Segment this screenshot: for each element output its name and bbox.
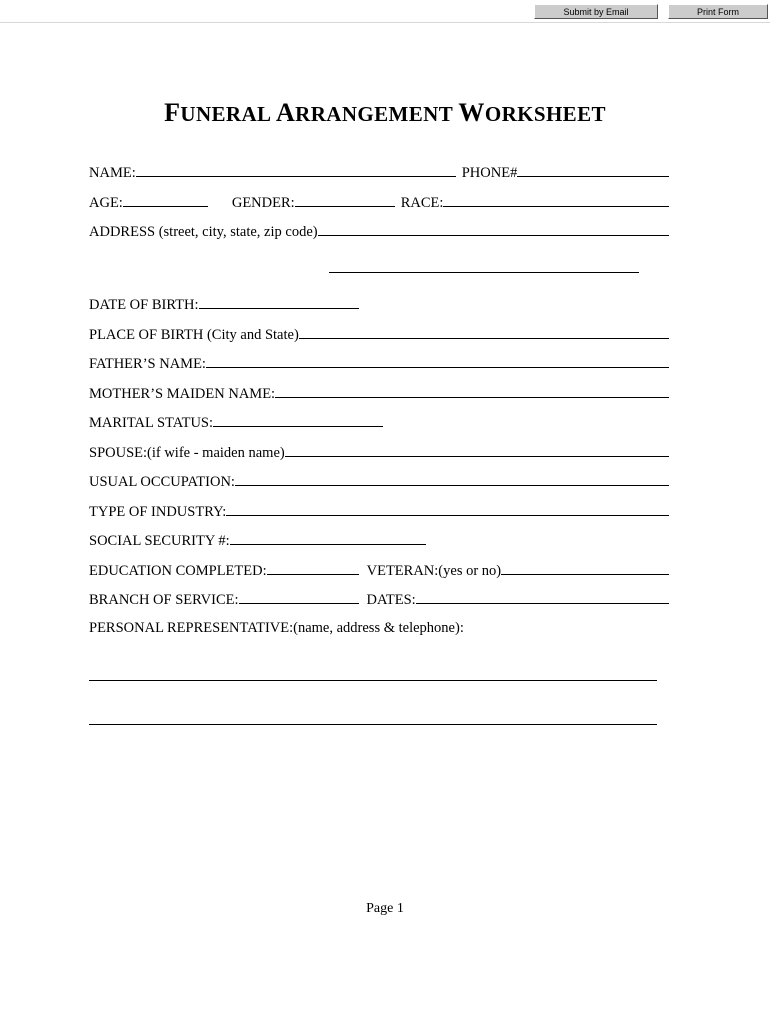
address-input[interactable]	[318, 222, 669, 236]
usual-occupation-label: USUAL OCCUPATION:	[89, 474, 235, 490]
document-page	[0, 22, 770, 1003]
name-label: NAME:	[89, 165, 136, 181]
usual-occupation-input[interactable]	[235, 472, 669, 486]
title-part-1: F	[164, 98, 181, 127]
branch-of-service-label: BRANCH OF SERVICE:	[89, 592, 239, 608]
phone-input[interactable]	[517, 163, 669, 177]
address-label: ADDRESS (street, city, state, zip code)	[89, 224, 318, 240]
education-completed-label: EDUCATION COMPLETED:	[89, 562, 267, 579]
spouse-input[interactable]	[285, 443, 669, 457]
form-body	[89, 163, 669, 725]
dates-input[interactable]	[416, 590, 669, 604]
field-row-mothers-maiden-name	[89, 384, 669, 403]
field-row-education-veteran	[89, 561, 669, 580]
type-of-industry-input[interactable]	[226, 502, 669, 516]
veteran-input[interactable]	[501, 561, 669, 575]
field-row-personal-representative	[89, 620, 669, 637]
personal-representative-label: PERSONAL REPRESENTATIVE:(name, address & telephone):	[89, 619, 464, 636]
field-row-fathers-name	[89, 354, 669, 373]
age-input[interactable]	[123, 193, 208, 207]
personal-representative-input-line2[interactable]	[89, 711, 657, 725]
title-part-3: A	[275, 98, 296, 127]
branch-of-service-input[interactable]	[239, 590, 359, 604]
field-row-usual-occupation	[89, 472, 669, 491]
type-of-industry-label: TYPE OF INDUSTRY:	[89, 503, 227, 520]
marital-status-label: MARITAL STATUS:	[89, 415, 214, 431]
field-row-place-of-birth	[89, 325, 669, 344]
field-row-type-of-industry	[89, 502, 669, 521]
mothers-maiden-name-input[interactable]	[275, 384, 669, 398]
field-row-age-gender-race	[89, 193, 669, 212]
title-part-5: W	[458, 98, 485, 127]
page-number: Page 1	[366, 901, 404, 916]
field-row-address	[89, 222, 669, 241]
submit-by-email-button[interactable]: Submit by Email	[534, 4, 658, 19]
gender-input[interactable]	[295, 193, 395, 207]
race-label: RACE:	[400, 194, 444, 211]
print-form-button[interactable]: Print Form	[668, 4, 768, 19]
phone-label: PHONE#	[461, 165, 518, 181]
social-security-input[interactable]	[230, 531, 426, 545]
title-part-2: UNERAL	[180, 102, 276, 126]
spouse-label: SPOUSE:(if wife - maiden name)	[89, 444, 285, 461]
personal-representative-input-line1[interactable]	[89, 667, 657, 681]
social-security-label: SOCIAL SECURITY #:	[89, 533, 230, 549]
field-row-social-security	[89, 531, 669, 550]
field-row-marital-status	[89, 413, 669, 432]
field-row-spouse	[89, 443, 669, 462]
name-input[interactable]	[136, 163, 456, 177]
fathers-name-label: FATHER’S NAME:	[89, 356, 206, 372]
marital-status-input[interactable]	[213, 413, 383, 427]
field-row-address-line2	[89, 259, 669, 273]
form-toolbar	[0, 2, 770, 22]
field-row-branch-dates	[89, 590, 669, 609]
race-input[interactable]	[443, 193, 669, 207]
dates-label: DATES:	[366, 592, 416, 608]
date-of-birth-label: DATE OF BIRTH:	[89, 297, 199, 313]
veteran-label: VETERAN:(yes or no)	[366, 562, 502, 579]
place-of-birth-input[interactable]	[299, 325, 669, 339]
age-label: AGE:	[89, 194, 123, 211]
field-row-name	[89, 163, 669, 182]
date-of-birth-input[interactable]	[199, 295, 359, 309]
title-part-6: ORKSHEET	[484, 102, 606, 126]
fathers-name-input[interactable]	[206, 354, 669, 368]
field-row-date-of-birth	[89, 295, 669, 314]
gender-label: GENDER:	[231, 194, 295, 211]
education-completed-input[interactable]	[267, 561, 359, 575]
address-input-line2[interactable]	[329, 259, 639, 273]
title-part-4: RRANGEMENT	[295, 102, 459, 126]
page-title	[0, 98, 770, 128]
mothers-maiden-name-label: MOTHER’S MAIDEN NAME:	[89, 385, 276, 402]
place-of-birth-label: PLACE OF BIRTH (City and State)	[89, 326, 299, 343]
